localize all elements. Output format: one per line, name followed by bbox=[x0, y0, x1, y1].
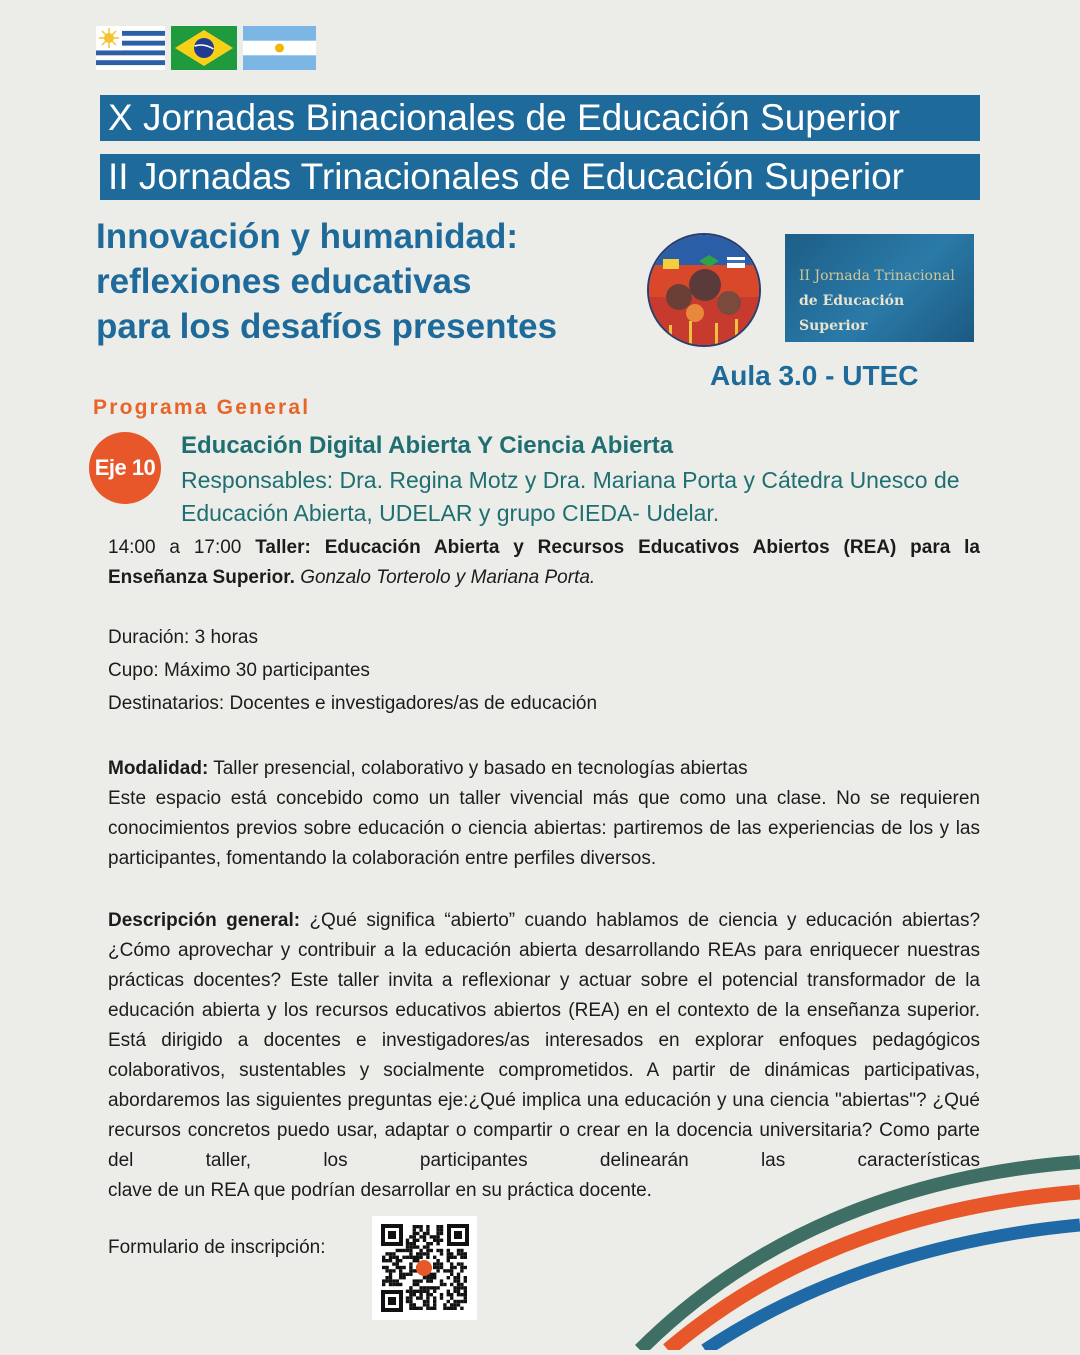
descripcion-label: Descripción general: bbox=[108, 910, 301, 931]
registration-form-label: Formulario de inscripción: bbox=[108, 1237, 326, 1258]
eje-badge: Eje 10 bbox=[89, 432, 161, 504]
capacity-text: Cupo: Máximo 30 participantes bbox=[108, 660, 370, 681]
modalidad-line bbox=[108, 754, 980, 784]
trinational-logo bbox=[785, 234, 974, 342]
subtitle-line: reflexiones educativas bbox=[96, 262, 472, 301]
modalidad-section bbox=[108, 754, 980, 874]
taller-title: Taller: Educación Abierta y Recursos Educativos Abiertos (REA) para la Enseñanza Superior. bbox=[108, 537, 981, 588]
qr-code-icon[interactable] bbox=[372, 1216, 477, 1320]
event-artwork-logo bbox=[647, 233, 761, 347]
taller-description bbox=[108, 533, 980, 593]
taller-time: 14:00 a 17:00 bbox=[108, 537, 242, 558]
venue-label: Aula 3.0 - UTEC bbox=[710, 360, 919, 391]
duration-text: Duración: 3 horas bbox=[108, 627, 258, 648]
logo-text-line-1: II Jornada Trinacional bbox=[799, 268, 955, 284]
subtitle-line: Innovación y humanidad: bbox=[96, 217, 518, 256]
decorative-swoosh bbox=[600, 1130, 1080, 1350]
modalidad-value: Taller presencial, colaborativo y basado en tecnologías abiertas bbox=[213, 758, 748, 779]
descripcion-last-line: clave de un REA que podrían desarrollar en su práctica docente. bbox=[108, 1180, 652, 1201]
modalidad-label: Modalidad: bbox=[108, 758, 209, 779]
event-title-line-1: X Jornadas Binacionales de Educación Superior bbox=[100, 95, 980, 141]
taller-presenters: Gonzalo Torterolo y Mariana Porta. bbox=[300, 567, 596, 588]
taller-info bbox=[108, 621, 980, 720]
event-title-line-2: II Jornadas Trinacionales de Educación Superior bbox=[100, 154, 980, 200]
eje-title: Educación Digital Abierta Y Ciencia Abierta bbox=[181, 432, 674, 459]
eje-responsables: Responsables: Dra. Regina Motz y Dra. Mariana Porta y Cátedra Unesco de Educación Abierta, UDELAR y grupo CIEDA- Udelar. bbox=[181, 467, 960, 526]
brazil-flag-icon bbox=[171, 26, 237, 70]
event-subtitle bbox=[96, 214, 636, 349]
logo-text-line-2: de Educación Superior bbox=[799, 293, 905, 334]
modalidad-text: Este espacio está concebido como un taller vivencial más que como una clase. No se requieren conocimientos previos sobre educación o ciencia abiertas: partiremos de las experiencias de los y las participantes, fomentando la colaboración entre perfiles diversos. bbox=[108, 788, 980, 869]
subtitle-line: para los desafíos presentes bbox=[96, 307, 558, 346]
audience-text: Destinatarios: Docentes e investigadores/as de educación bbox=[108, 693, 598, 714]
uruguay-flag-icon bbox=[96, 26, 165, 70]
section-label: Programa General bbox=[93, 396, 311, 419]
descripcion-text: ¿Qué significa “abierto” cuando hablamos de ciencia y educación abiertas? ¿Cómo aprovechar y contribuir a la educación abierta desarrollando REAs para enriquecer nuestras prácticas docentes? Este taller invita a reflexionar y actuar sobre el potencial transformador de la educación abierta y los recursos educativos abiertos (REA) en el contexto de la enseñanza superior. Está dirigido a docentes e investigadores/as interesados en explorar enfoques pedagógicos colaborativos, sustentables y socialmente comprometidos. A partir de dinámicas participativas, abordaremos las siguientes preguntas eje:¿Qué implica una educación y una ciencia "abiertas"? ¿Qué recursos concretos puedo usar, adaptar o compartir o crear en la docencia universitaria? Como parte del taller, los participantes delinearán las características bbox=[108, 910, 981, 1171]
argentina-flag-icon bbox=[243, 26, 316, 70]
